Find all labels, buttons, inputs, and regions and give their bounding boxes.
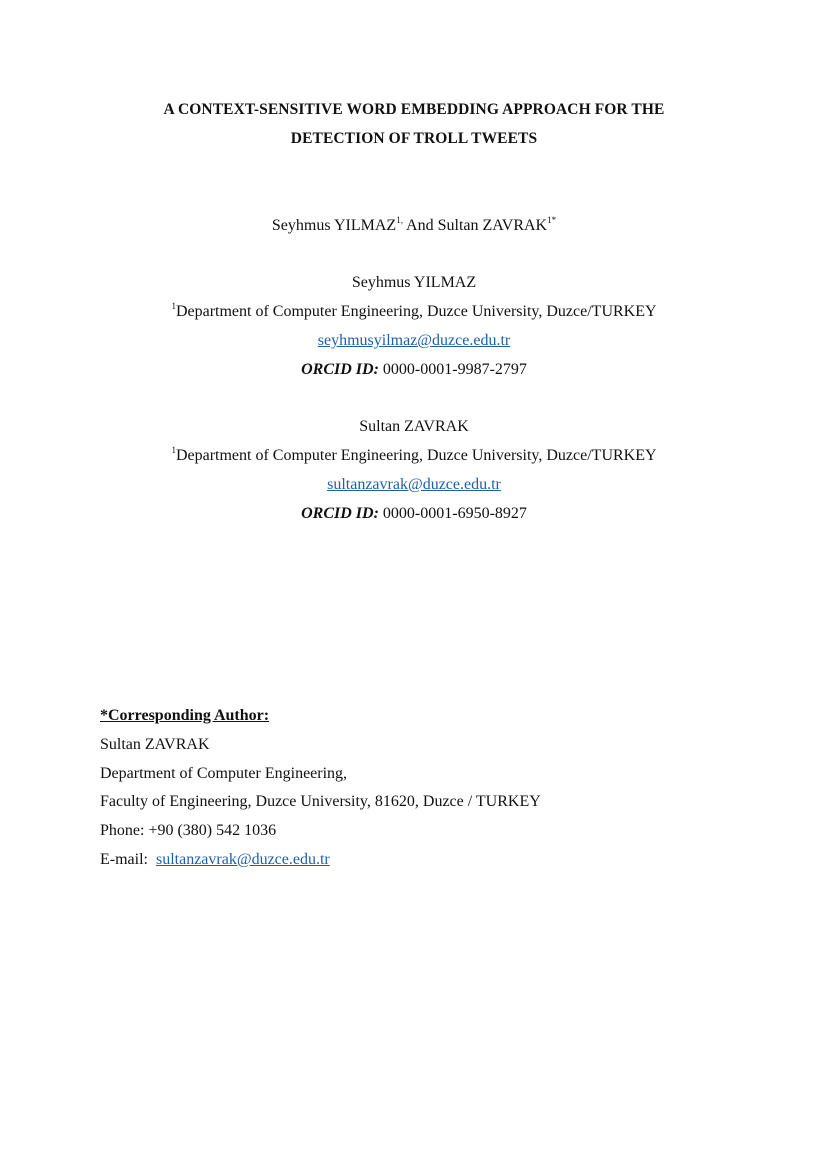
affiliation-2-orcid-label: ORCID ID:: [301, 505, 379, 522]
author-1-superscript: 1,: [396, 215, 403, 225]
affiliation-2-name: Sultan ZAVRAK: [359, 418, 469, 435]
affiliation-2-dept-text: Department of Computer Engineering, Duzce University, Duzce/TURKEY: [175, 447, 657, 464]
corresponding-author-faculty: Faculty of Engineering, Duzce University, 81620, Duzce / TURKEY: [100, 793, 541, 810]
affiliation-1-dept-superscript: 1: [171, 301, 176, 311]
affiliation-1-department: [0, 303, 828, 321]
affiliation-1-dept-text: Department of Computer Engineering, Duzce University, Duzce/TURKEY: [175, 303, 657, 320]
author-list: [0, 217, 828, 235]
corresponding-author-heading: *Corresponding Author:: [100, 707, 270, 724]
affiliation-1-email-line: [0, 332, 828, 350]
affiliation-1-name: Seyhmus YILMAZ: [351, 274, 477, 291]
author-joiner: And Sultan ZAVRAK: [402, 217, 548, 234]
affiliation-1-orcid-value: 0000-0001-9987-2797: [378, 361, 527, 378]
affiliation-1-orcid-label: ORCID ID:: [301, 361, 379, 378]
corresponding-author-name: Sultan ZAVRAK: [100, 736, 210, 753]
paper-title-line-1: A CONTEXT-SENSITIVE WORD EMBEDDING APPROACH FOR THE: [163, 101, 665, 118]
affiliation-2-department: [0, 447, 828, 465]
corresponding-author-email-label: E-mail:: [100, 851, 156, 868]
paper-title-line-2: DETECTION OF TROLL TWEETS: [290, 130, 538, 147]
affiliation-2-email-link[interactable]: sultanzavrak@duzce.edu.tr: [327, 476, 501, 493]
author-1-name: Seyhmus YILMAZ: [271, 217, 397, 234]
corresponding-author-email-link[interactable]: sultanzavrak@duzce.edu.tr: [155, 851, 330, 868]
author-2-superscript: 1*: [547, 215, 557, 225]
affiliation-2-orcid: [0, 505, 828, 523]
affiliation-2-orcid-value: 0000-0001-6950-8927: [378, 505, 527, 522]
corresponding-author-department: Department of Computer Engineering,: [100, 765, 348, 782]
affiliation-1-email-link[interactable]: seyhmusyilmaz@duzce.edu.tr: [317, 332, 511, 349]
affiliation-2-dept-superscript: 1: [171, 445, 176, 455]
corresponding-author-phone: Phone: +90 (380) 542 1036: [100, 822, 277, 839]
corresponding-author-email-line: [100, 851, 330, 869]
affiliation-1-orcid: [0, 361, 828, 379]
affiliation-2-email-line: [0, 476, 828, 494]
